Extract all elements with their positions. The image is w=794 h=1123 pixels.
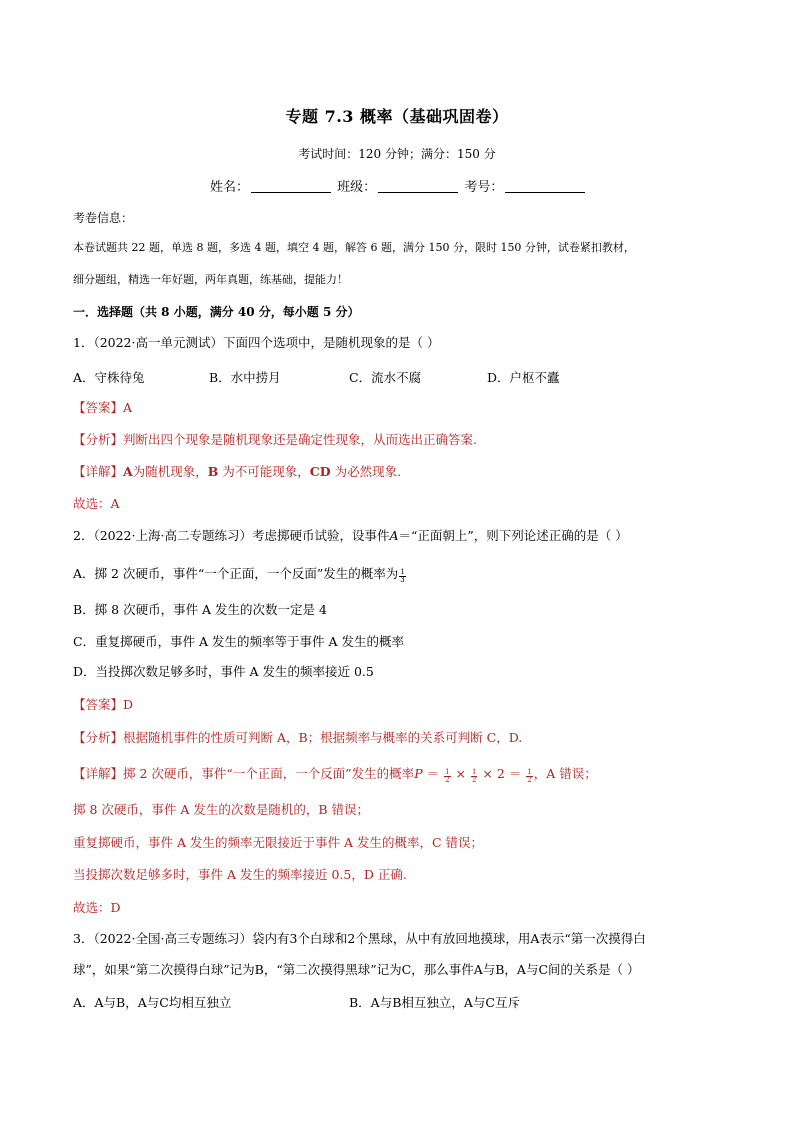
info-line-2: 细分题组，精选一年好题，两年真题，练基础，提能力！ [73, 273, 348, 286]
class-blank[interactable] [378, 180, 458, 193]
q2-option-d: D．当投掷次数足够多时，事件 A 发生的频率接近 0.5 [73, 664, 374, 679]
student-info-line [210, 176, 587, 195]
q2-choose: 故选：D [73, 900, 121, 915]
section-heading: 一．选择题（共 8 小题，满分 40 分，每小题 5 分） [73, 305, 360, 319]
name-label: 姓名： [210, 180, 250, 195]
q2-option-a: A．掷 2 次硬币，事件“一个正面，一个反面”发生的概率为 $\frac{1}{3}$ [73, 566, 405, 584]
q2-option-b: B．掷 8 次硬币，事件 A 发生的次数一定是 4 [73, 602, 327, 617]
q3-stem-line-2: 球”，如果“第二次摸得白球”记为B，“第二次摸得黑球”记为C，那么事件A与B，A与C间的关系是（ ） [73, 962, 640, 977]
name-blank[interactable] [251, 180, 331, 193]
q3-option-a: A．A与B，A与C均相互独立 [73, 995, 232, 1010]
q2-option-a-fraction: $\frac{1}{3}$ [400, 568, 405, 584]
q1-choose: 故选：A [73, 496, 120, 511]
q1-option-a: A．守株待兔 [73, 370, 145, 385]
q2-detail-line-3: 重复掷硬币，事件 A 发生的频率无限接近于事件 A 发生的概率，C 错误； [73, 835, 483, 850]
q1-answer: 【答案】A [73, 400, 133, 415]
q1-analysis: 【分析】判断出四个现象是随机现象还是确定性现象，从而选出正确答案. [73, 432, 477, 447]
info-heading: 考卷信息： [73, 211, 134, 225]
q2-answer: 【答案】D [73, 697, 134, 712]
class-label: 班级： [337, 180, 377, 195]
q3-stem-line-1: 3．（2022·全国·高三专题练习）袋内有3个白球和2个黑球，从中有放回地摸球，用A表示“第一次摸得白 [73, 931, 646, 946]
q2-detail-line-4: 当投掷次数足够多时，事件 A 发生的频率接近 0.5，D 正确. [73, 867, 407, 882]
q1-option-b: B．水中捞月 [209, 370, 281, 385]
q2-detail-line-1: 【详解】掷 2 次硬币，事件“一个正面，一个反面”发生的概率P ＝ $\frac{1}{2}$ × $\frac{1}{2}$ × 2 ＝ $\frac{1}{2}$ ，A 错误； [73, 766, 597, 784]
q1-option-d: D．户枢不蠹 [487, 370, 560, 385]
exam-meta: 考试时间：120 分钟；满分：150 分 [298, 147, 496, 161]
q3-option-b: B．A与B相互独立，A与C互斥 [349, 995, 520, 1010]
q1-stem: 1．（2022·高一单元测试）下面四个选项中，是随机现象的是（ ） [73, 335, 440, 350]
id-label: 考号： [464, 180, 504, 195]
q2-analysis: 【分析】根据随机事件的性质可判断 A，B；根据频率与概率的关系可判断 C，D. [73, 730, 523, 745]
q2-detail-line-2: 掷 8 次硬币，事件 A 发生的次数是随机的，B 错误； [73, 802, 370, 817]
q2-option-c: C．重复掷硬币，事件 A 发生的频率等于事件 A 发生的概率 [73, 634, 405, 649]
q1-detail: 【详解】A为随机现象，B 为不可能现象，CD 为必然现象. [73, 464, 402, 479]
page-title: 专题 7.3 概率（基础巩固卷） [285, 107, 509, 126]
id-blank[interactable] [505, 180, 585, 193]
q2-stem: 2．（2022·上海·高二专题练习）考虑掷硬币试验，设事件A＝“正面朝上”，则下列论述正确的是（ ） [73, 528, 628, 543]
info-line-1: 本卷试题共 22 题，单选 8 题，多选 4 题，填空 4 题，解答 6 题，满分 150 分，限时 150 分钟，试卷紧扣教材， [73, 241, 635, 254]
q1-option-c: C．流水不腐 [349, 370, 422, 385]
